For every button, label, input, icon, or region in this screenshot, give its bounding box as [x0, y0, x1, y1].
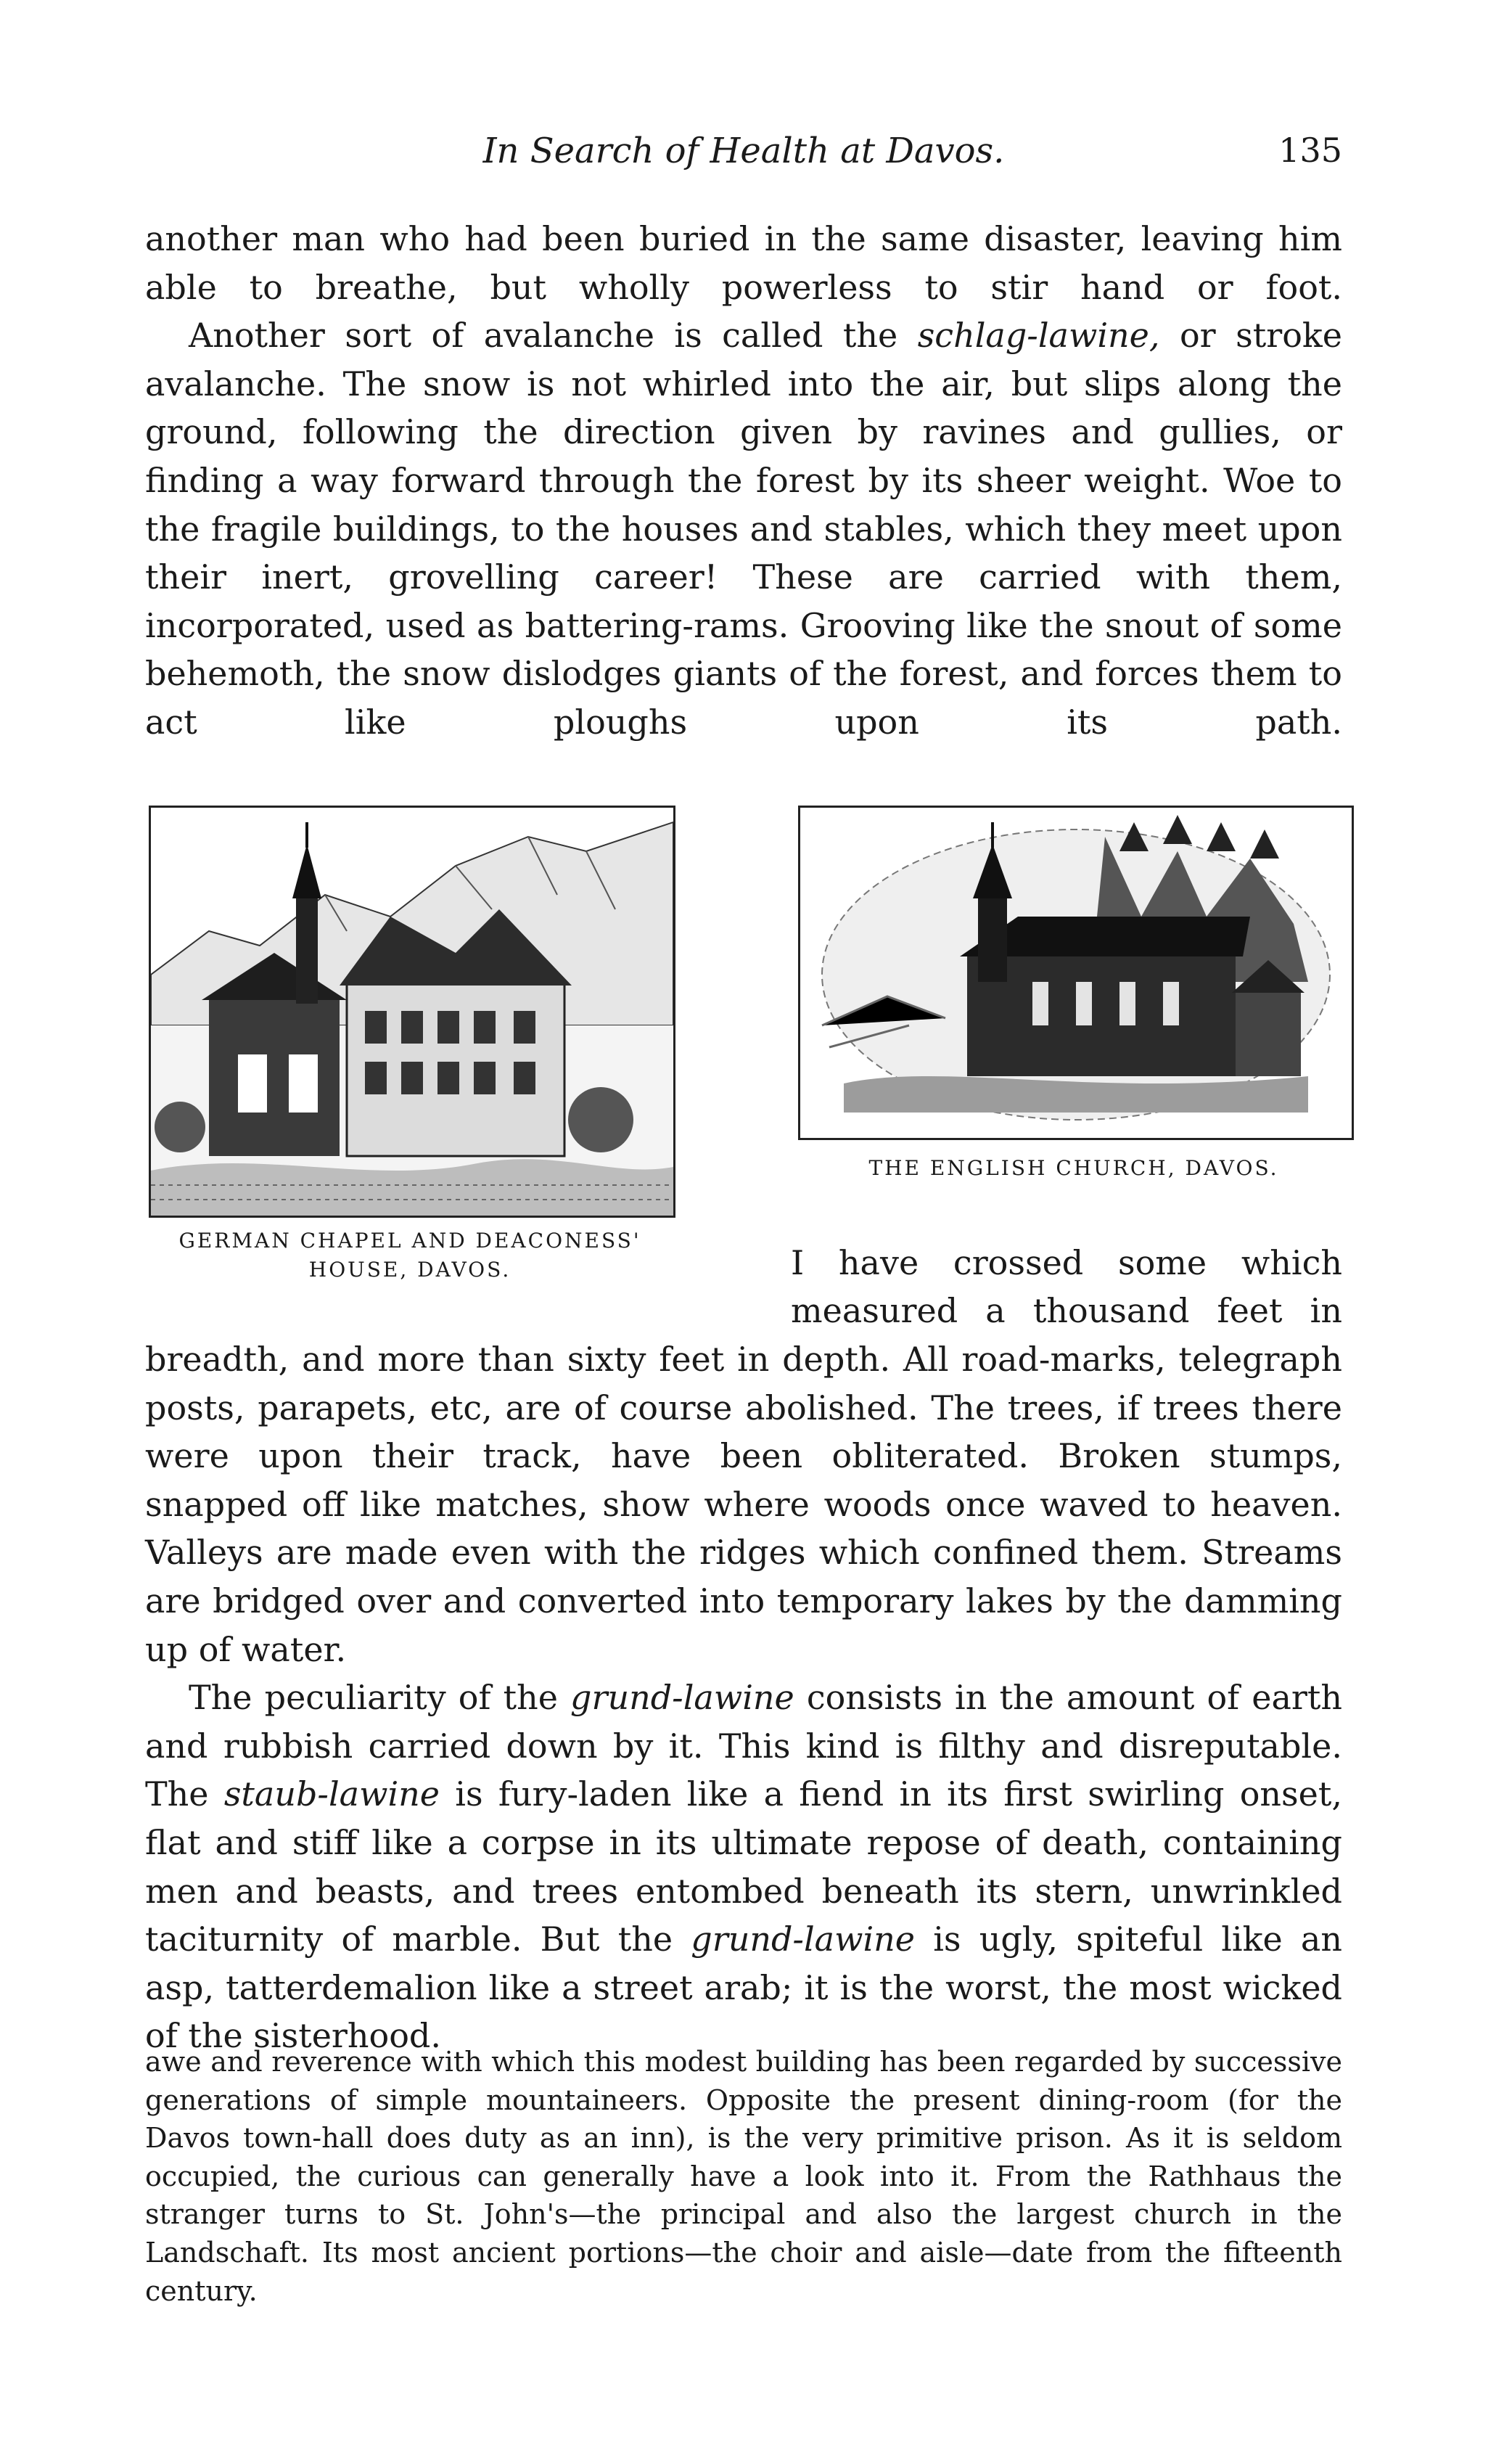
text-block-middle: [145, 1335, 1342, 2060]
page-number: 135: [1278, 131, 1342, 170]
german-chapel-illustration: [151, 808, 673, 1216]
wrap-paragraph-start: I have crossed some which measured a thousand feet in: [791, 1243, 1342, 1330]
figure-german-chapel: [149, 806, 675, 1218]
paragraph-continued: another man who had been buried in the same disaster, leaving him able to breathe, but wholly powerless to stir hand or foot.: [145, 219, 1342, 307]
footnote: awe and reverence with which this modest building has been regarded by successive generations of simple mountaineers. Opposite the present dining-room (for the Davos town-hall does duty as an inn), is the very primitive prison. As it is seldom occupied, the curious can generally have a look into it. From the Rathhaus the stranger turns to St. John's—the principal and also the largest church in the Landschaft. Its most ancient portions—the choir and aisle—date from the fifteenth century.: [145, 2046, 1342, 2307]
term-staub-lawine: staub-lawine: [223, 1774, 440, 1814]
running-title: In Search of Health at Davos.: [482, 131, 1005, 171]
caption-line-1: GERMAN CHAPEL AND DEACONESS': [178, 1229, 641, 1253]
figure-english-church: [798, 806, 1354, 1140]
running-header: [145, 131, 1342, 189]
caption-line-2: HOUSE, DAVOS.: [308, 1258, 511, 1282]
english-church-illustration: [800, 808, 1352, 1138]
paragraph-grund-lawine: The peculiarity of the grund-lawine consists in the amount of earth and rubbish carried down by it. This kind is filthy and disreputable. The staub-lawine is fury-laden like a fiend in its first swirling onset, flat and stiff like a corpse in its ultimate repose of death, containing men and beasts, and trees entombed beneath its stern, unwrinkled taciturnity of marble. But the grund-lawine is ugly, spiteful like an asp, tatterdemalion like a street arab; it is the worst, the most wicked of the sisterhood.: [145, 1678, 1342, 2056]
caption-english-church: THE ENGLISH CHURCH, DAVOS.: [868, 1156, 1279, 1180]
text-block-top: [145, 215, 1342, 747]
term-grund-lawine: grund-lawine: [570, 1678, 794, 1718]
caption-german-chapel: [149, 1226, 671, 1284]
term-grund-lawine-2: grund-lawine: [691, 1919, 916, 1959]
term-schlag-lawine: schlag-lawine,: [917, 316, 1160, 356]
paragraph-crossed-avalanches: breadth, and more than sixty feet in depth. All road-marks, telegraph posts, parapets, etc, are of course abolished. The trees, if trees there were upon their track, have been obliterated. Broken stumps, snapped off like matches, show where woods once waved to heaven. Valleys are made even with the ridges which confined them. Streams are bridged over and converted into temporary lakes by the damming up of water.: [145, 1340, 1342, 1669]
paragraph-schlag-lawine: Another sort of avalanche is called the schlag-lawine, or stroke avalanche. The snow is not whirled into the air, but slips along the ground, following the direction given by ravines and gullies, or finding a way forward through the forest by its sheer weight. Woe to the fragile buildings, to the houses and stables, which they meet upon their inert, grovelling career! These are carried with them, incorporated, used as battering-rams. Grooving like the snout of some behemoth, the snow dislodges giants of the forest, and forces them to act like ploughs upon its path.: [145, 316, 1342, 742]
